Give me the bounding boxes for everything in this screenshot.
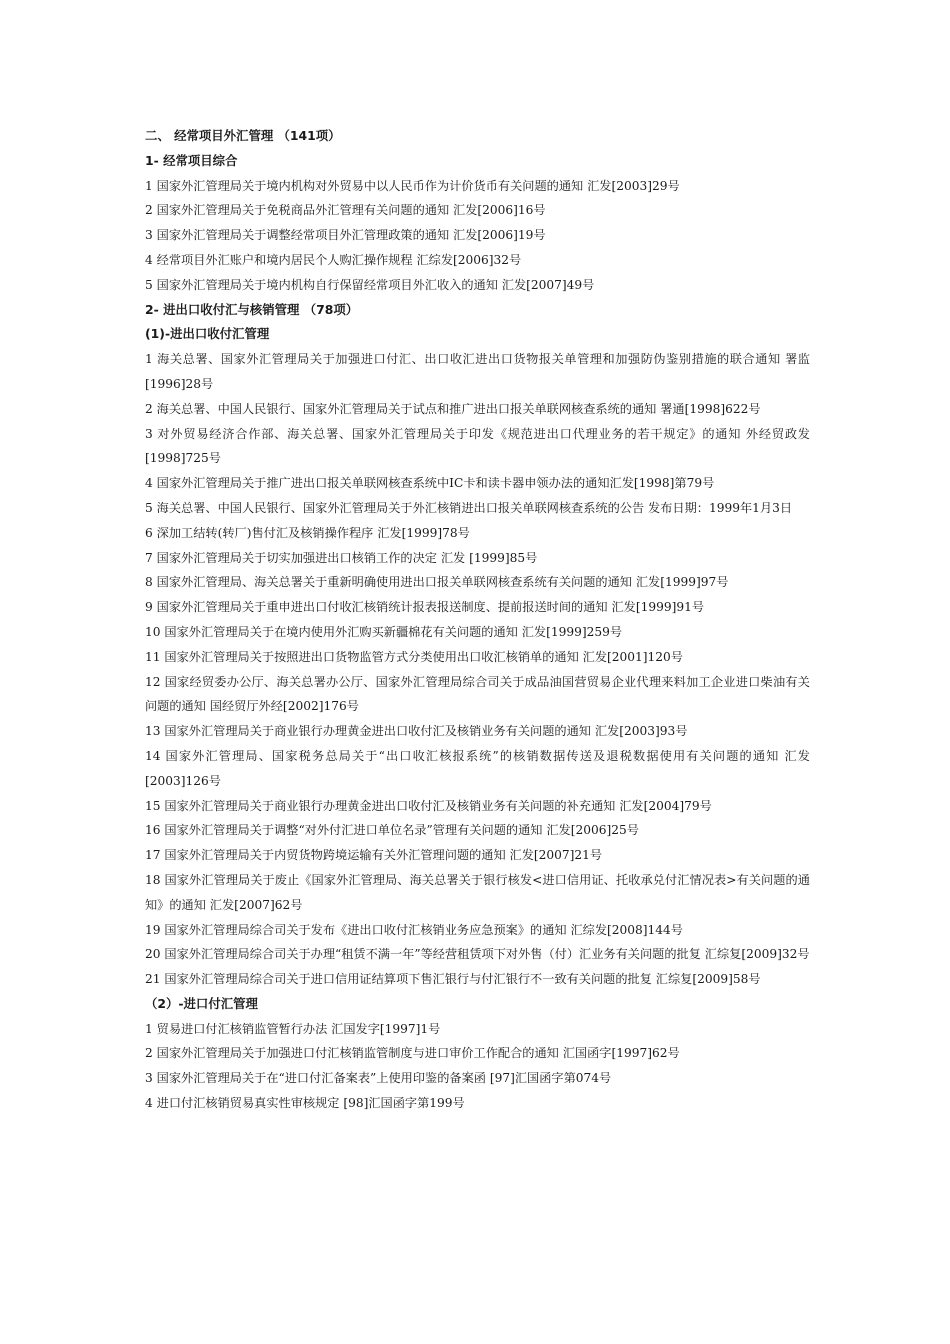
list-item: 14 国家外汇管理局、国家税务总局关于“出口收汇核报系统”的核销数据传送及退税数据使用有关问题的通知 汇发[2003]126号: [145, 748, 810, 788]
list-item: 20 国家外汇管理局综合司关于办理“租赁不满一年”等经营租赁项下对外售（付）汇业务有关问题的批复 汇综复[2009]32号: [145, 947, 810, 962]
list-item: 8 国家外汇管理局、海关总署关于重新明确使用进出口报关单联网核查系统有关问题的通知 汇发[1999]97号: [145, 575, 729, 590]
document-body: [145, 124, 810, 1116]
list-item: 4 经常项目外汇账户和境内居民个人购汇操作规程 汇综发[2006]32号: [145, 252, 522, 267]
section-title: 二、 经常项目外汇管理 （141项）: [145, 128, 341, 143]
list-item: 18 国家外汇管理局关于废止《国家外汇管理局、海关总署关于银行核发<进口信用证、托收承兑付汇情况表>有关问题的通知》的通知 汇发[2007]62号: [145, 872, 810, 912]
list-item: 11 国家外汇管理局关于按照进出口货物监管方式分类使用出口收汇核销单的通知 汇发[2001]120号: [145, 649, 683, 664]
list-item: 19 国家外汇管理局综合司关于发布《进出口收付汇核销业务应急预案》的通知 汇综发[2008]144号: [145, 922, 683, 937]
subsection-title-2: 2- 进出口收付汇与核销管理 （78项）: [145, 301, 359, 317]
list-item: 2 国家外汇管理局关于免税商品外汇管理有关问题的通知 汇发[2006]16号: [145, 203, 546, 218]
list-item: 12 国家经贸委办公厅、海关总署办公厅、国家外汇管理局综合司关于成品油国营贸易企业代理来料加工企业进口柴油有关问题的通知 国经贸厅外经[2002]176号: [145, 674, 810, 714]
list-item: 7 国家外汇管理局关于切实加强进出口核销工作的决定 汇发 [1999]85号: [145, 550, 538, 565]
list-item: 3 对外贸易经济合作部、海关总署、国家外汇管理局关于印发《规范进出口代理业务的若干规定》的通知 外经贸政发[1998]725号: [145, 426, 810, 466]
subsection-title-1: 1- 经常项目综合: [145, 152, 238, 168]
subsection-title-2a: (1)-进出口收付汇管理: [145, 326, 270, 342]
list-item: 5 国家外汇管理局关于境内机构自行保留经常项目外汇收入的通知 汇发[2007]49号: [145, 277, 595, 292]
subsection-title-2b: （2）-进口付汇管理: [145, 995, 258, 1011]
list-item: 21 国家外汇管理局综合司关于进口信用证结算项下售汇银行与付汇银行不一致有关问题的批复 汇综复[2009]58号: [145, 972, 761, 987]
list-item: 10 国家外汇管理局关于在境内使用外汇购买新疆棉花有关问题的通知 汇发[1999]259号: [145, 624, 623, 639]
list-item: 4 国家外汇管理局关于推广进出口报关单联网核查系统中IC卡和读卡器申领办法的通知汇发[1998]第79号: [145, 476, 715, 491]
list-item: 2 国家外汇管理局关于加强进口付汇核销监管制度与进口审价工作配合的通知 汇国函字[1997]62号: [145, 1046, 680, 1061]
list-item: 17 国家外汇管理局关于内贸货物跨境运输有关外汇管理问题的通知 汇发[2007]21号: [145, 848, 603, 863]
list-item: 1 海关总署、国家外汇管理局关于加强进口付汇、出口收汇进出口货物报关单管理和加强防伪鉴别措施的联合通知 署监[1996]28号: [145, 352, 810, 391]
list-item: 1 国家外汇管理局关于境内机构对外贸易中以人民币作为计价货币有关问题的通知 汇发[2003]29号: [145, 178, 680, 193]
list-item: 15 国家外汇管理局关于商业银行办理黄金进出口收付汇及核销业务有关问题的补充通知 汇发[2004]79号: [145, 798, 712, 813]
list-item: 9 国家外汇管理局关于重申进出口付收汇核销统计报表报送制度、提前报送时间的通知 汇发[1999]91号: [145, 600, 705, 615]
list-item: 2 海关总署、中国人民银行、国家外汇管理局关于试点和推广进出口报关单联网核查系统的通知 署通[1998]622号: [145, 401, 761, 416]
list-item: 3 国家外汇管理局关于调整经常项目外汇管理政策的通知 汇发[2006]19号: [145, 228, 546, 243]
list-item: 5 海关总署、中国人民银行、国家外汇管理局关于外汇核销进出口报关单联网核查系统的公告 发布日期：1999年1月3日: [145, 500, 793, 515]
list-item: 4 进口付汇核销贸易真实性审核规定 [98]汇国函字第199号: [145, 1096, 465, 1111]
list-item: 16 国家外汇管理局关于调整“对外付汇进口单位名录”管理有关问题的通知 汇发[2006]25号: [145, 823, 639, 838]
list-item: 1 贸易进口付汇核销监管暂行办法 汇国发字[1997]1号: [145, 1021, 441, 1036]
list-item: 13 国家外汇管理局关于商业银行办理黄金进出口收付汇及核销业务有关问题的通知 汇发[2003]93号: [145, 724, 688, 739]
list-item: 3 国家外汇管理局关于在“进口付汇备案表”上使用印鉴的备案函 [97]汇国函字第074号: [145, 1071, 612, 1086]
list-item: 6 深加工结转(转厂)售付汇及核销操作程序 汇发[1999]78号: [145, 525, 470, 540]
